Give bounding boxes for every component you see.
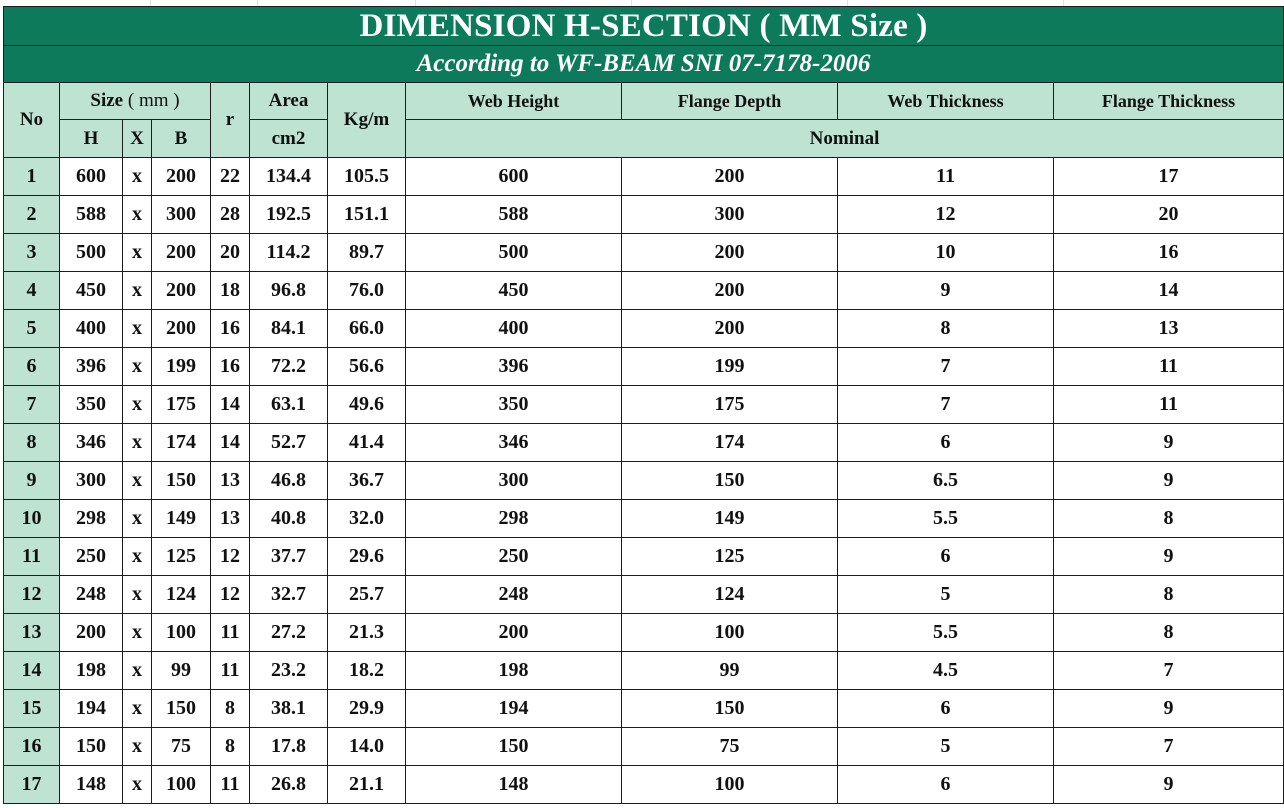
cell-kgm[interactable]: 66.0 <box>328 310 406 348</box>
cell-h[interactable]: 350 <box>60 386 123 424</box>
table-body <box>4 158 1284 804</box>
cell-kgm[interactable]: 25.7 <box>328 576 406 614</box>
cell-r[interactable]: 11 <box>211 766 250 804</box>
cell-area[interactable]: 40.8 <box>250 500 328 538</box>
cell-no[interactable]: 15 <box>4 690 60 728</box>
cell-web-thickness[interactable]: 12 <box>838 196 1054 234</box>
cell-flange-thickness[interactable]: 7 <box>1054 728 1284 766</box>
cell-flange-depth[interactable]: 200 <box>622 234 838 272</box>
header-nominal[interactable]: Nominal <box>406 120 1284 158</box>
header-x[interactable]: X <box>123 120 152 158</box>
cell-h[interactable]: 600 <box>60 158 123 196</box>
cell-x[interactable]: x <box>123 462 152 500</box>
cell-web-height[interactable]: 148 <box>406 766 622 804</box>
cell-x[interactable]: x <box>123 576 152 614</box>
table-row <box>4 272 1284 310</box>
cell-flange-thickness[interactable]: 11 <box>1054 348 1284 386</box>
cell-flange-thickness[interactable]: 14 <box>1054 272 1284 310</box>
cell-h[interactable]: 400 <box>60 310 123 348</box>
cell-r[interactable]: 12 <box>211 538 250 576</box>
cell-b[interactable]: 200 <box>152 272 211 310</box>
cell-web-height[interactable]: 194 <box>406 690 622 728</box>
table-title[interactable]: DIMENSION H-SECTION ( MM Size ) <box>4 7 1284 46</box>
cell-kgm[interactable]: 151.1 <box>328 196 406 234</box>
table-row <box>4 462 1284 500</box>
cell-web-height[interactable]: 350 <box>406 386 622 424</box>
cell-x[interactable]: x <box>123 424 152 462</box>
cell-no[interactable]: 1 <box>4 158 60 196</box>
cell-area[interactable]: 84.1 <box>250 310 328 348</box>
header-b[interactable]: B <box>152 120 211 158</box>
cell-area[interactable]: 38.1 <box>250 690 328 728</box>
cell-kgm[interactable]: 56.6 <box>328 348 406 386</box>
cell-r[interactable]: 13 <box>211 462 250 500</box>
table-row <box>4 614 1284 652</box>
cell-h[interactable]: 346 <box>60 424 123 462</box>
cell-web-height[interactable]: 200 <box>406 614 622 652</box>
header-size-label: Size <box>90 90 124 111</box>
cell-x[interactable]: x <box>123 538 152 576</box>
cell-r[interactable]: 20 <box>211 234 250 272</box>
table-row <box>4 652 1284 690</box>
cell-area[interactable]: 114.2 <box>250 234 328 272</box>
cell-no[interactable]: 3 <box>4 234 60 272</box>
cell-web-height[interactable]: 346 <box>406 424 622 462</box>
cell-no[interactable]: 12 <box>4 576 60 614</box>
cell-web-thickness[interactable]: 7 <box>838 386 1054 424</box>
cell-web-thickness[interactable]: 8 <box>838 310 1054 348</box>
cell-h[interactable]: 450 <box>60 272 123 310</box>
table-row <box>4 424 1284 462</box>
table-row <box>4 234 1284 272</box>
cell-r[interactable]: 11 <box>211 614 250 652</box>
cell-kgm[interactable]: 29.6 <box>328 538 406 576</box>
cell-b[interactable]: 124 <box>152 576 211 614</box>
cell-b[interactable]: 174 <box>152 424 211 462</box>
cell-flange-depth[interactable]: 200 <box>622 272 838 310</box>
header-size[interactable] <box>60 83 211 120</box>
header-flange-depth[interactable]: Flange Depth <box>622 83 838 120</box>
cell-flange-depth[interactable]: 150 <box>622 462 838 500</box>
cell-r[interactable]: 28 <box>211 196 250 234</box>
cell-x[interactable]: x <box>123 690 152 728</box>
cell-x[interactable]: x <box>123 158 152 196</box>
cell-flange-thickness[interactable]: 8 <box>1054 576 1284 614</box>
cell-h[interactable]: 198 <box>60 652 123 690</box>
cell-web-thickness[interactable]: 6 <box>838 538 1054 576</box>
cell-flange-depth[interactable]: 100 <box>622 766 838 804</box>
cell-b[interactable]: 200 <box>152 310 211 348</box>
cell-b[interactable]: 125 <box>152 538 211 576</box>
cell-flange-thickness[interactable]: 9 <box>1054 462 1284 500</box>
cell-no[interactable]: 10 <box>4 500 60 538</box>
cell-web-thickness[interactable]: 6 <box>838 424 1054 462</box>
cell-b[interactable]: 300 <box>152 196 211 234</box>
cell-area[interactable]: 72.2 <box>250 348 328 386</box>
cell-x[interactable]: x <box>123 272 152 310</box>
cell-flange-depth[interactable]: 200 <box>622 158 838 196</box>
cell-area[interactable]: 96.8 <box>250 272 328 310</box>
header-web-height[interactable]: Web Height <box>406 83 622 120</box>
cell-web-height[interactable]: 450 <box>406 272 622 310</box>
cell-flange-thickness[interactable]: 16 <box>1054 234 1284 272</box>
cell-kgm[interactable]: 18.2 <box>328 652 406 690</box>
cell-flange-depth[interactable]: 150 <box>622 690 838 728</box>
cell-r[interactable]: 11 <box>211 652 250 690</box>
cell-area[interactable]: 17.8 <box>250 728 328 766</box>
cell-no[interactable]: 5 <box>4 310 60 348</box>
cell-no[interactable]: 13 <box>4 614 60 652</box>
cell-area[interactable]: 27.2 <box>250 614 328 652</box>
cell-no[interactable]: 4 <box>4 272 60 310</box>
cell-no[interactable]: 6 <box>4 348 60 386</box>
cell-flange-thickness[interactable]: 9 <box>1054 690 1284 728</box>
table-row <box>4 158 1284 196</box>
cell-h[interactable]: 396 <box>60 348 123 386</box>
cell-b[interactable]: 200 <box>152 158 211 196</box>
cell-b[interactable]: 100 <box>152 766 211 804</box>
header-web-thickness[interactable]: Web Thickness <box>838 83 1054 120</box>
table-row <box>4 576 1284 614</box>
cell-h[interactable]: 200 <box>60 614 123 652</box>
cell-area[interactable]: 26.8 <box>250 766 328 804</box>
cell-web-height[interactable]: 400 <box>406 310 622 348</box>
cell-b[interactable]: 99 <box>152 652 211 690</box>
cell-r[interactable]: 22 <box>211 158 250 196</box>
cell-kgm[interactable]: 105.5 <box>328 158 406 196</box>
cell-no[interactable]: 16 <box>4 728 60 766</box>
cell-area[interactable]: 52.7 <box>250 424 328 462</box>
header-area[interactable]: Area <box>250 83 328 120</box>
cell-flange-depth[interactable]: 125 <box>622 538 838 576</box>
cell-area[interactable]: 63.1 <box>250 386 328 424</box>
cell-r[interactable]: 16 <box>211 310 250 348</box>
cell-no[interactable]: 8 <box>4 424 60 462</box>
cell-area[interactable]: 192.5 <box>250 196 328 234</box>
cell-kgm[interactable]: 41.4 <box>328 424 406 462</box>
table-row <box>4 728 1284 766</box>
cell-b[interactable]: 200 <box>152 234 211 272</box>
cell-web-height[interactable]: 396 <box>406 348 622 386</box>
cell-h[interactable]: 300 <box>60 462 123 500</box>
cell-flange-depth[interactable]: 175 <box>622 386 838 424</box>
cell-b[interactable]: 150 <box>152 462 211 500</box>
cell-flange-thickness[interactable]: 8 <box>1054 500 1284 538</box>
cell-h[interactable]: 500 <box>60 234 123 272</box>
cell-kgm[interactable]: 14.0 <box>328 728 406 766</box>
cell-x[interactable]: x <box>123 652 152 690</box>
cell-b[interactable]: 149 <box>152 500 211 538</box>
cell-flange-thickness[interactable]: 7 <box>1054 652 1284 690</box>
cell-h[interactable]: 148 <box>60 766 123 804</box>
cell-r[interactable]: 12 <box>211 576 250 614</box>
table-row <box>4 196 1284 234</box>
table-row <box>4 538 1284 576</box>
cell-h[interactable]: 250 <box>60 538 123 576</box>
cell-r[interactable]: 13 <box>211 500 250 538</box>
cell-r[interactable]: 18 <box>211 272 250 310</box>
cell-x[interactable]: x <box>123 348 152 386</box>
cell-r[interactable]: 8 <box>211 728 250 766</box>
table-row <box>4 310 1284 348</box>
cell-kgm[interactable]: 36.7 <box>328 462 406 500</box>
cell-flange-thickness[interactable]: 8 <box>1054 614 1284 652</box>
cell-x[interactable]: x <box>123 386 152 424</box>
cell-kgm[interactable]: 21.3 <box>328 614 406 652</box>
cell-flange-thickness[interactable]: 11 <box>1054 386 1284 424</box>
cell-kgm[interactable]: 49.6 <box>328 386 406 424</box>
cell-area[interactable]: 46.8 <box>250 462 328 500</box>
cell-x[interactable]: x <box>123 500 152 538</box>
cell-web-height[interactable]: 250 <box>406 538 622 576</box>
cell-x[interactable]: x <box>123 728 152 766</box>
cell-kgm[interactable]: 76.0 <box>328 272 406 310</box>
table-subtitle[interactable]: According to WF-BEAM SNI 07-7178-2006 <box>4 46 1284 83</box>
cell-x[interactable]: x <box>123 766 152 804</box>
table-row <box>4 766 1284 804</box>
cell-h[interactable]: 248 <box>60 576 123 614</box>
cell-web-thickness[interactable]: 9 <box>838 272 1054 310</box>
cell-area[interactable]: 37.7 <box>250 538 328 576</box>
cell-area[interactable]: 134.4 <box>250 158 328 196</box>
cell-b[interactable]: 150 <box>152 690 211 728</box>
cell-b[interactable]: 199 <box>152 348 211 386</box>
cell-no[interactable]: 2 <box>4 196 60 234</box>
cell-flange-depth[interactable]: 149 <box>622 500 838 538</box>
cell-no[interactable]: 9 <box>4 462 60 500</box>
cell-web-thickness[interactable]: 6 <box>838 690 1054 728</box>
cell-r[interactable]: 8 <box>211 690 250 728</box>
cell-r[interactable]: 14 <box>211 386 250 424</box>
table-row <box>4 690 1284 728</box>
cell-web-height[interactable]: 500 <box>406 234 622 272</box>
header-flange-thickness[interactable]: Flange Thickness <box>1054 83 1284 120</box>
cell-flange-depth[interactable]: 174 <box>622 424 838 462</box>
cell-x[interactable]: x <box>123 234 152 272</box>
cell-flange-thickness[interactable]: 13 <box>1054 310 1284 348</box>
cell-web-thickness[interactable]: 5 <box>838 576 1054 614</box>
table-row <box>4 500 1284 538</box>
cell-b[interactable]: 100 <box>152 614 211 652</box>
cell-web-thickness[interactable]: 10 <box>838 234 1054 272</box>
cell-no[interactable]: 7 <box>4 386 60 424</box>
cell-flange-thickness[interactable]: 9 <box>1054 766 1284 804</box>
cell-web-thickness[interactable]: 6 <box>838 766 1054 804</box>
header-r[interactable]: r <box>211 83 250 158</box>
cell-web-height[interactable]: 150 <box>406 728 622 766</box>
cell-area[interactable]: 32.7 <box>250 576 328 614</box>
cell-web-thickness[interactable]: 7 <box>838 348 1054 386</box>
header-h[interactable]: H <box>60 120 123 158</box>
cell-kgm[interactable]: 21.1 <box>328 766 406 804</box>
cell-web-thickness[interactable]: 11 <box>838 158 1054 196</box>
cell-h[interactable]: 588 <box>60 196 123 234</box>
cell-flange-thickness[interactable]: 20 <box>1054 196 1284 234</box>
cell-flange-depth[interactable]: 75 <box>622 728 838 766</box>
cell-flange-depth[interactable]: 124 <box>622 576 838 614</box>
header-size-unit: ( mm ) <box>123 90 180 111</box>
cell-web-thickness[interactable]: 4.5 <box>838 652 1054 690</box>
cell-flange-thickness[interactable]: 17 <box>1054 158 1284 196</box>
cell-web-thickness[interactable]: 5.5 <box>838 500 1054 538</box>
table-row <box>4 386 1284 424</box>
h-section-table <box>3 6 1284 804</box>
cell-no[interactable]: 14 <box>4 652 60 690</box>
cell-web-thickness[interactable]: 5 <box>838 728 1054 766</box>
cell-x[interactable]: x <box>123 310 152 348</box>
cell-web-height[interactable]: 298 <box>406 500 622 538</box>
cell-h[interactable]: 150 <box>60 728 123 766</box>
cell-h[interactable]: 194 <box>60 690 123 728</box>
cell-web-height[interactable]: 588 <box>406 196 622 234</box>
header-kgm[interactable]: Kg/m <box>328 83 406 158</box>
cell-no[interactable]: 11 <box>4 538 60 576</box>
cell-flange-depth[interactable]: 100 <box>622 614 838 652</box>
cell-web-height[interactable]: 600 <box>406 158 622 196</box>
table-row <box>4 348 1284 386</box>
cell-no[interactable]: 17 <box>4 766 60 804</box>
cell-b[interactable]: 75 <box>152 728 211 766</box>
header-no[interactable]: No <box>4 83 60 158</box>
cell-web-height[interactable]: 300 <box>406 462 622 500</box>
cell-h[interactable]: 298 <box>60 500 123 538</box>
cell-web-thickness[interactable]: 5.5 <box>838 614 1054 652</box>
cell-flange-depth[interactable]: 200 <box>622 310 838 348</box>
cell-r[interactable]: 14 <box>211 424 250 462</box>
cell-web-height[interactable]: 198 <box>406 652 622 690</box>
cell-flange-depth[interactable]: 300 <box>622 196 838 234</box>
header-area-unit[interactable]: cm2 <box>250 120 328 158</box>
cell-flange-thickness[interactable]: 9 <box>1054 538 1284 576</box>
cell-r[interactable]: 16 <box>211 348 250 386</box>
cell-flange-depth[interactable]: 199 <box>622 348 838 386</box>
cell-x[interactable]: x <box>123 614 152 652</box>
cell-kgm[interactable]: 89.7 <box>328 234 406 272</box>
cell-kgm[interactable]: 29.9 <box>328 690 406 728</box>
cell-area[interactable]: 23.2 <box>250 652 328 690</box>
cell-b[interactable]: 175 <box>152 386 211 424</box>
cell-web-height[interactable]: 248 <box>406 576 622 614</box>
cell-flange-thickness[interactable]: 9 <box>1054 424 1284 462</box>
cell-kgm[interactable]: 32.0 <box>328 500 406 538</box>
cell-web-thickness[interactable]: 6.5 <box>838 462 1054 500</box>
cell-flange-depth[interactable]: 99 <box>622 652 838 690</box>
cell-x[interactable]: x <box>123 196 152 234</box>
